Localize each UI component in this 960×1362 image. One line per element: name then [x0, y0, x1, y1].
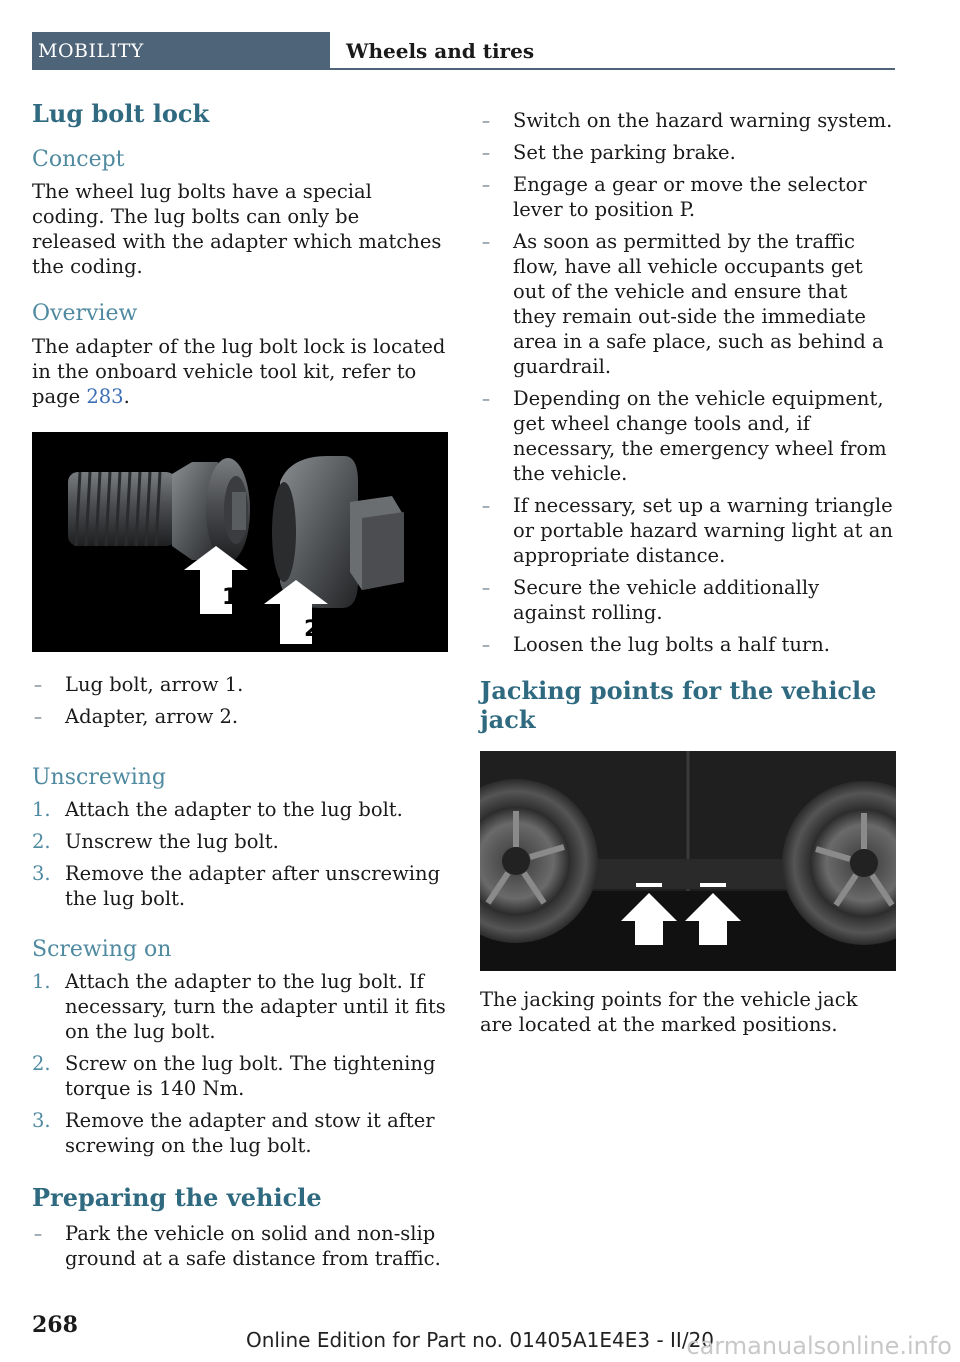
step-number: 2.: [32, 1052, 51, 1076]
page-number: 268: [32, 1312, 78, 1338]
list-item: [32, 1051, 448, 1101]
heading-concept: Concept: [32, 146, 125, 172]
figure-legend-list: [32, 672, 448, 729]
list-item: [480, 386, 896, 486]
jacking-points-figure: [480, 751, 896, 971]
list-item: [32, 1221, 448, 1271]
watermark: carmanualsonline.info: [686, 1332, 952, 1360]
heading-unscrewing: Unscrewing: [32, 764, 166, 790]
dash-marker: –: [482, 232, 490, 251]
dash-marker: –: [482, 111, 490, 130]
step-number: 3.: [32, 861, 51, 885]
dash-marker: –: [34, 706, 42, 726]
list-item: [480, 493, 896, 568]
heading-jacking-points: Jacking points for the vehicle jack: [480, 676, 877, 734]
item-text: Loosen the lug bolts a half turn.: [513, 633, 830, 656]
list-item: [480, 229, 896, 379]
chapter-title: Wheels and tires: [346, 39, 535, 63]
item-text: Engage a gear or move the selector lever to position P.: [513, 173, 867, 221]
list-item: [32, 672, 448, 697]
overview-paragraph: [32, 334, 448, 409]
list-item: [480, 108, 896, 133]
item-text: If necessary, set up a warning triangle or portable hazard warning light at an appropriate distance.: [513, 494, 893, 567]
section-tab: MOBILITY: [32, 32, 330, 70]
step-number: 1.: [32, 797, 51, 821]
step-text: Attach the adapter to the lug bolt.: [65, 797, 403, 821]
dash-marker: –: [482, 175, 490, 194]
list-item: [480, 632, 896, 657]
list-item: [480, 140, 896, 165]
right-column: [480, 108, 896, 1059]
step-text: Remove the adapter after unscrewing the lug bolt.: [65, 861, 441, 910]
list-item: [480, 575, 896, 625]
edition-line: Online Edition for Part no. 01405A1E4E3 - II/20: [245, 1328, 715, 1352]
unscrewing-steps: [32, 797, 448, 911]
list-item: [32, 829, 448, 854]
bolt-head: [172, 458, 250, 562]
dash-marker: –: [34, 674, 42, 694]
step-number: 2.: [32, 829, 51, 853]
arrow-1-label: 1: [222, 584, 238, 610]
step-number: 1.: [32, 970, 51, 994]
list-item: [480, 172, 896, 222]
item-text: Depending on the vehicle equipment, get wheel change tools and, if necessary, the emergency wheel from the vehicle.: [513, 387, 887, 485]
list-item: [32, 1108, 448, 1158]
step-text: Attach the adapter to the lug bolt. If necessary, turn the adapter until it fits on the lug bolt.: [65, 970, 446, 1044]
screwing-steps: [32, 969, 448, 1158]
list-item: [32, 861, 448, 911]
dash-marker: –: [482, 389, 490, 408]
overview-text: The adapter of the lug bolt lock is located in the onboard vehicle tool kit, refer to page: [32, 334, 446, 408]
page-link-283[interactable]: 283: [86, 384, 124, 408]
arrow-2-label: 2: [304, 616, 320, 642]
concept-paragraph: The wheel lug bolts have a special coding. The lug bolts can only be released with the adapter which matches the coding.: [32, 180, 442, 279]
jacking-paragraph: The jacking points for the vehicle jack are located at the marked positions.: [480, 987, 858, 1036]
list-item: [32, 704, 448, 729]
step-text: Screw on the lug bolt. The tightening torque is 140 Nm.: [65, 1052, 436, 1101]
item-text: Secure the vehicle additionally against rolling.: [513, 576, 820, 624]
lug-bolt-illustration: [32, 432, 448, 652]
preparing-list-right: [480, 108, 896, 657]
heading-screwing-on: Screwing on: [32, 936, 172, 962]
list-item: [32, 969, 448, 1044]
jacking-points-illustration: [480, 751, 896, 971]
bolt-thread: [68, 472, 176, 546]
dash-marker: –: [482, 496, 490, 515]
heading-preparing-vehicle: Preparing the vehicle: [32, 1183, 322, 1213]
dash-marker: –: [482, 578, 490, 597]
list-item: [32, 797, 448, 822]
left-column: [32, 100, 448, 1293]
item-text: Switch on the hazard warning system.: [513, 109, 893, 132]
heading-lug-bolt-lock: Lug bolt lock: [32, 99, 210, 128]
side-sill: [590, 859, 800, 889]
preparing-list-left: [32, 1221, 448, 1271]
step-number: 3.: [32, 1109, 51, 1133]
heading-overview: Overview: [32, 301, 138, 327]
legend-text: Lug bolt, arrow 1.: [65, 672, 244, 696]
overview-text-end: .: [123, 384, 130, 408]
step-text: Remove the adapter and stow it after screwing on the lug bolt.: [65, 1109, 435, 1158]
item-text: Set the parking brake.: [513, 141, 736, 164]
dash-marker: –: [482, 635, 490, 654]
dash-marker: –: [482, 143, 490, 162]
page-header: [32, 32, 895, 70]
item-text: Park the vehicle on solid and non-slip ground at a safe distance from traffic.: [65, 1222, 441, 1271]
dash-marker: –: [34, 1224, 42, 1244]
step-text: Unscrew the lug bolt.: [65, 829, 279, 853]
legend-text: Adapter, arrow 2.: [65, 704, 239, 728]
jacking-mark-rear: [700, 883, 726, 887]
item-text: As soon as permitted by the traffic flow, have all vehicle occupants get out of the vehicle and ensure that they remain out-side the immediate area in a safe place, such as behind a guardrail.: [513, 230, 884, 378]
jacking-mark-front: [636, 883, 662, 887]
lug-bolt-figure: [32, 432, 448, 652]
